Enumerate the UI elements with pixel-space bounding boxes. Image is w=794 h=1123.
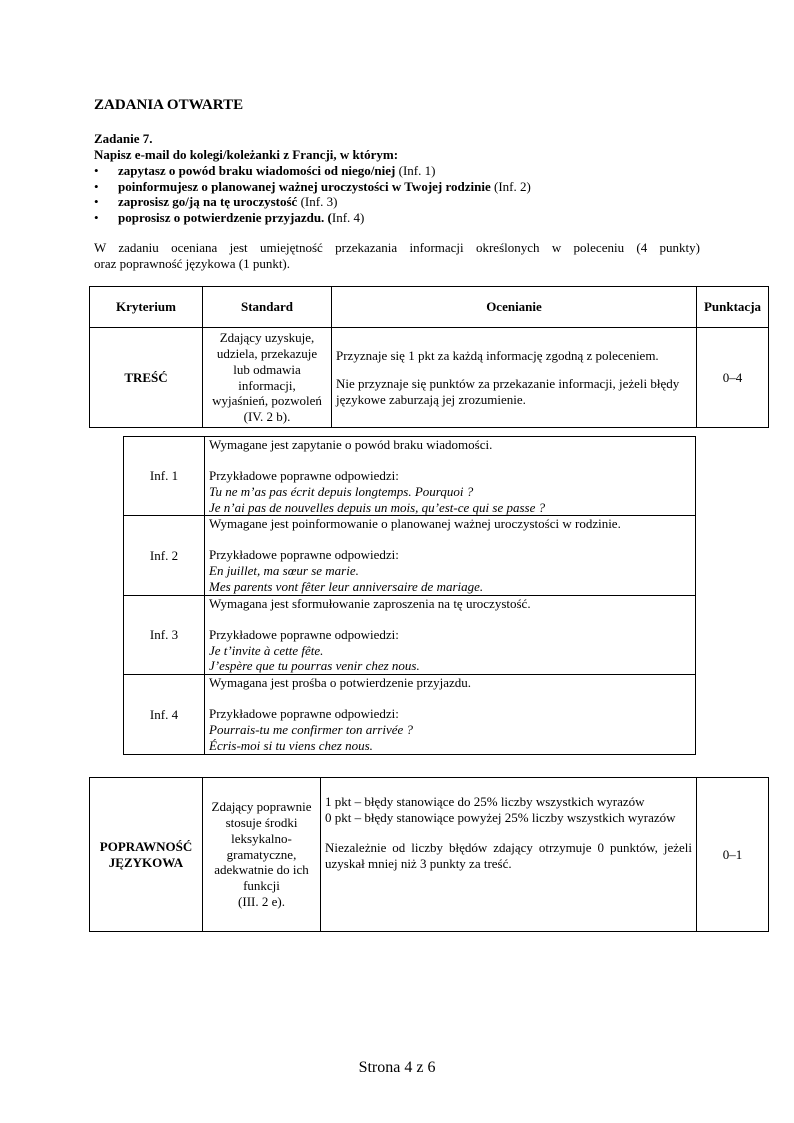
standard-cell <box>203 778 321 932</box>
bullet-icon: • <box>94 210 99 226</box>
criterion-cell <box>90 778 203 932</box>
intro-line-2: oraz poprawność językowa (1 punkt). <box>94 255 291 271</box>
table-row <box>124 516 696 595</box>
requirement-text: Wymagane jest zapytanie o powód braku wiadomości. <box>209 437 493 452</box>
bullet-ref-text: (Inf. 3) <box>297 194 338 210</box>
assessment-text: 1 pkt – błędy stanowiące do 25% liczby wszystkich wyrazów <box>325 794 645 809</box>
task-bullet-item <box>94 194 714 210</box>
info-description <box>205 675 696 754</box>
header-points: Punktacja <box>697 287 769 328</box>
assessment-text: Niezależnie od liczby błędów zdający otrzymuje 0 punktów, jeżeli uzyskał mniej niż 3 punkty za treść. <box>325 839 692 871</box>
assessment-text: Przyznaje się 1 pkt za każdą informację zgodną z poleceniem. <box>336 347 659 363</box>
standard-line: wyjaśnień, pozwoleń <box>212 393 322 409</box>
info-label: Inf. 1 <box>124 437 205 516</box>
table-row <box>124 675 696 754</box>
points-cell: 0–4 <box>697 328 769 428</box>
standard-line: Zdający poprawnie <box>211 798 312 814</box>
language-table <box>89 777 769 932</box>
task-bullet-item <box>94 163 714 179</box>
info-description <box>205 516 696 595</box>
examples-label: Przykładowe poprawne odpowiedzi: <box>209 706 399 722</box>
examples-label: Przykładowe poprawne odpowiedzi: <box>209 467 399 483</box>
standard-cell <box>203 328 332 428</box>
table-row <box>90 328 769 428</box>
task-bullet-list <box>94 163 714 226</box>
criterion-cell: TREŚĆ <box>90 328 203 428</box>
header-standard: Standard <box>203 287 332 328</box>
example-answer: Écris-moi si tu viens chez nous. <box>209 737 373 753</box>
standard-line: (IV. 2 b). <box>243 409 291 425</box>
task-instruction: Napisz e-mail do kolegi/koleżanki z Francji, w którym: <box>94 146 399 162</box>
header-criterion: Kryterium <box>90 287 203 328</box>
example-answer: En juillet, ma sœur se marie. <box>209 563 359 579</box>
table-row <box>90 778 769 932</box>
table-row <box>124 595 696 674</box>
intro-line-1: W zadaniu oceniana jest umiejętność przekazania informacji określonych w poleceniu (4 punkty) <box>94 240 700 255</box>
criterion-line: POPRAWNOŚĆ <box>99 838 193 854</box>
table-row <box>124 437 696 516</box>
info-table <box>123 436 696 755</box>
bullet-bold-text: zapytasz o powód braku wiadomości od niego/niej <box>118 162 396 178</box>
task-block <box>94 131 714 226</box>
info-description <box>205 437 696 516</box>
examples-label: Przykładowe poprawne odpowiedzi: <box>209 547 399 563</box>
criterion-line: JĘZYKOWA <box>108 854 184 870</box>
bullet-icon: • <box>94 178 99 194</box>
example-answer: J’espère que tu pourras venir chez nous. <box>209 658 420 674</box>
example-answer: Tu ne m’as pas écrit depuis longtemps. Pourquoi ? <box>209 483 474 499</box>
bullet-bold-text: poprosisz o potwierdzenie przyjazdu. ( <box>118 210 332 226</box>
assessment-cell <box>321 778 697 932</box>
page-number: Strona 4 z 6 <box>358 1059 436 1076</box>
requirement-text: Wymagane jest poinformowanie o planowanej ważnej uroczystości w rodzinie. <box>209 516 621 532</box>
bullet-icon: • <box>94 194 99 210</box>
standard-line: (III. 2 e). <box>238 894 285 910</box>
standard-line: stosuje środki <box>225 814 298 830</box>
bullet-ref-text: (Inf. 1) <box>395 162 436 178</box>
example-answer: Je n’ai pas de nouvelles depuis un mois, qu’est-ce qui se passe ? <box>209 499 546 515</box>
standard-line: udziela, przekazuje <box>216 345 318 361</box>
points-cell: 0–1 <box>697 778 769 932</box>
example-answer: Mes parents vont fêter leur anniversaire de mariage. <box>209 579 484 595</box>
bullet-bold-text: zaprosisz go/ją na tę uroczystość <box>118 194 298 210</box>
example-answer: Je t’invite à cette fête. <box>209 642 324 658</box>
info-label: Inf. 4 <box>124 675 205 754</box>
bullet-ref-text: Inf. 4) <box>331 210 365 226</box>
intro-paragraph <box>94 240 700 272</box>
task-bullet-item <box>94 179 714 195</box>
standard-line: leksykalno- <box>231 830 292 846</box>
standard-line: adekwatnie do ich <box>214 862 309 878</box>
standard-line: gramatyczne, <box>226 846 297 862</box>
requirement-text: Wymagana jest sformułowanie zaproszenia na tę uroczystość. <box>209 595 531 611</box>
task-bullet-item <box>94 210 714 226</box>
table-header-row <box>90 287 769 328</box>
info-label: Inf. 2 <box>124 516 205 595</box>
bullet-icon: • <box>94 162 99 178</box>
standard-line: informacji, <box>238 377 296 393</box>
standard-line: funkcji <box>243 878 280 894</box>
examples-label: Przykładowe poprawne odpowiedzi: <box>209 626 399 642</box>
info-label: Inf. 3 <box>124 595 205 674</box>
standard-line: lub odmawia <box>233 361 301 377</box>
info-description <box>205 595 696 674</box>
bullet-ref-text: (Inf. 2) <box>490 178 531 194</box>
assessment-text: 0 pkt – błędy stanowiące powyżej 25% liczby wszystkich wyrazów <box>325 809 676 825</box>
header-assessment: Ocenianie <box>332 287 697 328</box>
requirement-text: Wymagana jest prośba o potwierdzenie przyjazdu. <box>209 675 472 691</box>
assessment-cell <box>332 328 697 428</box>
assessment-text: Nie przyznaje się punktów za przekazanie informacji, jeżeli błędy językowe zaburzają jej zrozumienie. <box>336 375 680 407</box>
example-answer: Pourrais-tu me confirmer ton arrivée ? <box>209 722 414 738</box>
task-number: Zadanie 7. <box>94 131 153 146</box>
bullet-bold-text: poinformujesz o planowanej ważnej uroczystości w Twojej rodzinie <box>118 178 491 194</box>
standard-line: Zdający uzyskuje, <box>219 330 315 345</box>
criteria-table <box>89 286 769 428</box>
section-title: ZADANIA OTWARTE <box>94 97 244 113</box>
